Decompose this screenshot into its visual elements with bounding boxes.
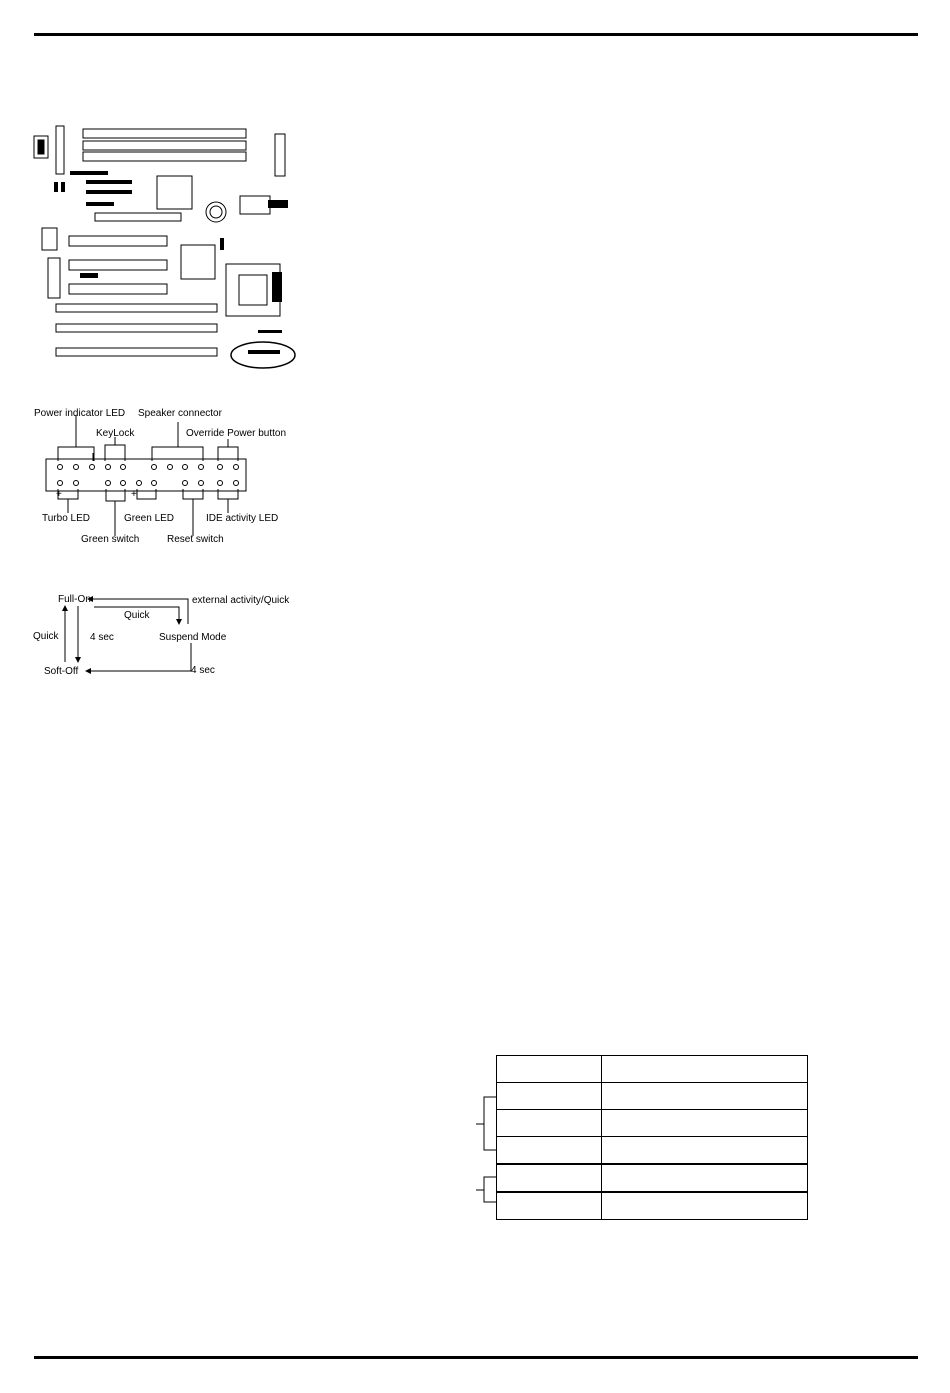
table-cell <box>497 1192 602 1220</box>
table-cell <box>602 1056 808 1083</box>
table-row <box>497 1137 808 1165</box>
table-cell <box>497 1137 602 1165</box>
table-cell <box>497 1164 602 1192</box>
table-cell <box>602 1192 808 1220</box>
keylock-label: KeyLock <box>96 428 135 439</box>
suspend-mode-state: Suspend Mode <box>159 632 227 643</box>
table-row <box>497 1083 808 1110</box>
power-indicator-led-label: Power indicator LED <box>34 408 126 419</box>
speaker-connector-label: Speaker connector <box>138 408 222 419</box>
plus-marker-1: + <box>56 489 62 500</box>
table-cell <box>602 1137 808 1165</box>
reset-switch-label: Reset switch <box>167 534 224 545</box>
table-cell <box>602 1110 808 1137</box>
full-on-state: Full-On <box>58 594 91 605</box>
power-state-diagram <box>28 586 303 681</box>
ide-activity-led-label: IDE activity LED <box>206 513 279 524</box>
turbo-led-label: Turbo LED <box>42 513 90 524</box>
table-cell <box>602 1083 808 1110</box>
table-cell <box>497 1056 602 1083</box>
table-row <box>497 1056 808 1083</box>
quick-mid-label: Quick <box>124 610 150 621</box>
table-row <box>497 1192 808 1220</box>
external-activity-label: external activity/Quick <box>192 595 290 606</box>
table-row <box>497 1110 808 1137</box>
settings-table <box>496 1055 808 1220</box>
table-cell <box>602 1164 808 1192</box>
front-panel-connector-figure <box>28 403 303 548</box>
green-led-label: Green LED <box>124 513 175 524</box>
plus-marker-2: + <box>131 489 137 500</box>
table-cell <box>497 1110 602 1137</box>
bottom-rule <box>34 1356 918 1359</box>
top-rule <box>34 33 918 36</box>
motherboard-layout-figure <box>28 122 303 377</box>
table-row <box>497 1164 808 1192</box>
four-sec-right-label: 4 sec <box>191 665 215 676</box>
quick-left-label: Quick <box>33 631 59 642</box>
table-cell <box>497 1083 602 1110</box>
green-switch-label: Green switch <box>81 534 140 545</box>
soft-off-state: Soft-Off <box>44 666 79 677</box>
four-sec-left-label: 4 sec <box>90 632 114 643</box>
override-power-button-label: Override Power button <box>186 428 287 439</box>
